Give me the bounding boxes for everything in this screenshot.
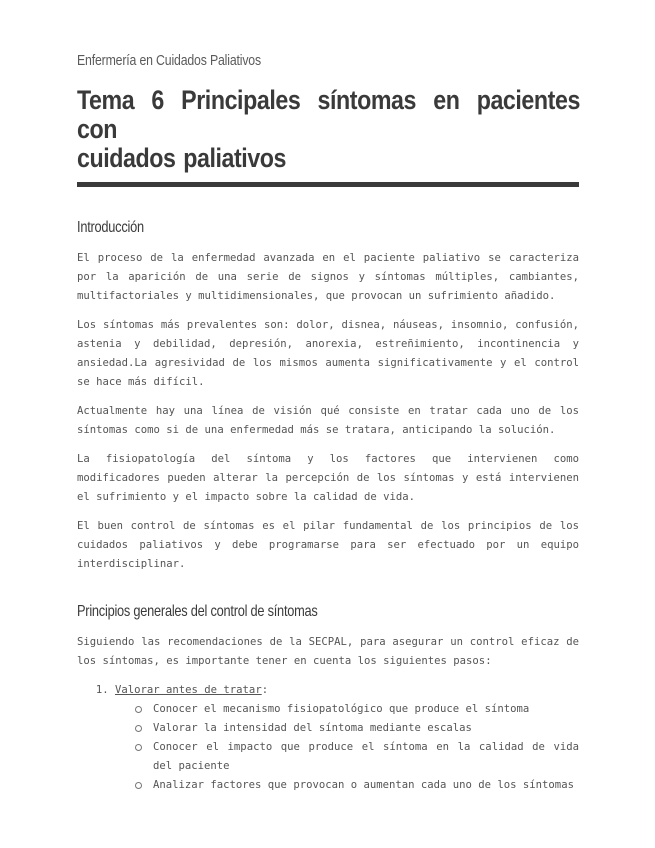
principios-intro-paragraph: Siguiendo las recomendaciones de la SECPAL, para asegurar un control eficaz de los síntomas, es importante tener en cuenta los siguientes pasos:	[77, 636, 579, 667]
intro-paragraph-5: El buen control de síntomas es el pilar fundamental de los principios de los cuidados paliativos y debe programarse para ser efectuado por un equipo interdisciplinar.	[77, 520, 579, 570]
document-page	[77, 52, 579, 795]
intro-paragraph-4: La fisiopatología del síntoma y los factores que intervienen como modificadores pueden alterar la percepción de los síntomas y está intervienen el sufrimiento y el impacto sobre la calidad de vida.	[77, 453, 579, 503]
page-title-line-1: Tema 6 Principales síntomas en pacientes con	[77, 85, 580, 144]
step-label-suffix: :	[261, 684, 269, 696]
sublist-item: Conocer el impacto que produce el síntoma en la calidad de vida del paciente	[153, 738, 579, 776]
page-title-line-2: cuidados paliativos	[77, 143, 287, 173]
section-heading-introduccion: Introducción	[77, 219, 144, 236]
steps-list	[77, 681, 579, 795]
sublist-item: Conocer el mecanismo fisiopatológico que produce el síntoma	[153, 700, 579, 719]
course-title: Enfermería en Cuidados Paliativos	[77, 52, 261, 69]
intro-paragraph-3: Actualmente hay una línea de visión qué consiste en tratar cada uno de los síntomas como si de una enfermedad más se tratara, anticipando la solución.	[77, 405, 579, 436]
page-title	[77, 86, 579, 173]
step-sublist	[115, 700, 579, 795]
step-label: Valorar antes de tratar	[115, 684, 262, 696]
step-item	[115, 681, 579, 795]
title-divider	[77, 182, 579, 187]
intro-paragraph-2: Los síntomas más prevalentes son: dolor, disnea, náuseas, insomnio, confusión, astenia y debilidad, depresión, anorexia, estreñimiento, incontinencia y ansiedad.La agresividad de los mismos aumenta significativamente y el control se hace más difícil.	[77, 319, 579, 388]
sublist-item: Analizar factores que provocan o aumentan cada uno de los síntomas	[153, 776, 579, 795]
section-heading-principios: Principios generales del control de síntomas	[77, 603, 318, 620]
sublist-item: Valorar la intensidad del síntoma mediante escalas	[153, 719, 579, 738]
intro-paragraph-1: El proceso de la enfermedad avanzada en el paciente paliativo se caracteriza por la aparición de una serie de signos y síntomas múltiples, cambiantes, multifactoriales y multidimensionales, que provocan un sufrimiento añadido.	[77, 252, 579, 302]
